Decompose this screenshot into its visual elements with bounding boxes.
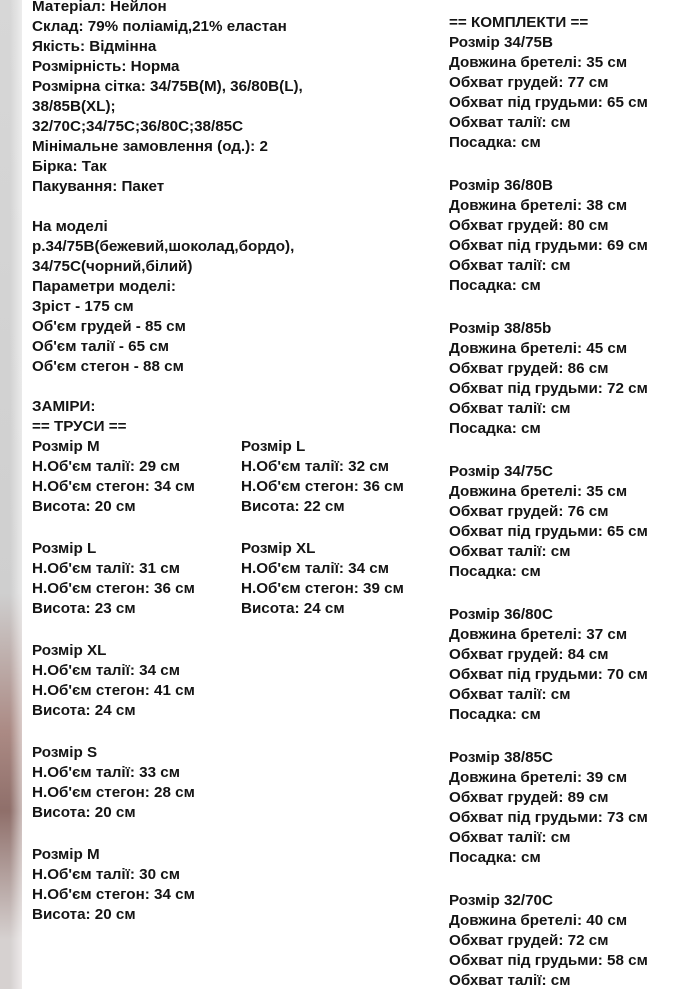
size-label: Розмір 38/85C (449, 749, 553, 766)
height-value: Висота: 20 см (32, 498, 136, 515)
height-value: Висота: 23 см (32, 600, 136, 617)
waist-value: Н.Об'єм талії: 34 см (241, 560, 389, 577)
size-label: Розмір XL (32, 642, 107, 659)
hips-value: Н.Об'єм стегон: 39 см (241, 580, 404, 597)
strap-length: Довжина бретелі: 35 см (449, 54, 628, 71)
model-waist: Об'єм талії - 65 см (32, 338, 169, 355)
waist-girth: Обхват талії: см (449, 972, 571, 989)
model-height: Зріст - 175 см (32, 298, 134, 315)
strap-length: Довжина бретелі: 45 см (449, 340, 628, 357)
bust-girth: Обхват грудей: 89 см (449, 789, 609, 806)
waist-girth: Обхват талії: см (449, 829, 571, 846)
hips-value: Н.Об'єм стегон: 28 см (32, 784, 195, 801)
size-grid-line-3: 32/70C;34/75C;36/80C;38/85C (32, 118, 244, 135)
underbust-girth: Обхват під грудьми: 65 см (449, 94, 648, 111)
waist-girth: Обхват талії: см (449, 114, 571, 131)
waist-value: Н.Об'єм талії: 29 см (32, 458, 180, 475)
briefs-size-block (32, 845, 437, 925)
height-value: Висота: 24 см (32, 702, 136, 719)
hips-value: Н.Об'єм стегон: 41 см (32, 682, 195, 699)
model-bust: Об'єм грудей - 85 см (32, 318, 186, 335)
size-label: Розмір L (32, 540, 97, 557)
briefs-size-block (32, 743, 437, 823)
model-size-line-2: 34/75C(чорний,білий) (32, 258, 193, 275)
sets-column (449, 13, 694, 991)
bust-girth: Обхват грудей: 72 см (449, 932, 609, 949)
size-grid-line-2: 38/85B(XL); (32, 98, 116, 115)
spacer (32, 197, 437, 217)
material-line: Матеріал: Нейлон (32, 0, 167, 15)
fit-value: Посадка: см (449, 706, 541, 723)
bust-girth: Обхват грудей: 86 см (449, 360, 609, 377)
model-hips: Об'єм стегон - 88 см (32, 358, 184, 375)
bust-girth: Обхват грудей: 80 см (449, 217, 609, 234)
size-label: Розмір S (32, 744, 98, 761)
model-size-line-1: р.34/75B(бежевий,шоколад,бордо), (32, 238, 295, 255)
hips-value: Н.Об'єм стегон: 36 см (241, 478, 404, 495)
min-order-line: Мінімальне замовлення (од.): 2 (32, 138, 268, 155)
fit-value: Посадка: см (449, 277, 541, 294)
set-size-block (449, 319, 694, 439)
packaging-line: Пакування: Пакет (32, 178, 165, 195)
waist-girth: Обхват талії: см (449, 543, 571, 560)
set-size-block (449, 462, 694, 582)
quality-line: Якість: Відмінна (32, 38, 157, 55)
size-label: Розмір 34/75B (449, 34, 553, 51)
height-value: Висота: 24 см (241, 600, 345, 617)
hips-value: Н.Об'єм стегон: 36 см (32, 580, 195, 597)
bust-girth: Обхват грудей: 84 см (449, 646, 609, 663)
underbust-girth: Обхват під грудьми: 65 см (449, 523, 648, 540)
height-value: Висота: 22 см (241, 498, 345, 515)
model-info (32, 217, 437, 377)
fit-value: Посадка: см (449, 849, 541, 866)
strap-length: Довжина бретелі: 35 см (449, 483, 628, 500)
set-size-block (449, 33, 694, 153)
size-label: Розмір 34/75C (449, 463, 553, 480)
size-label: Розмір M (32, 846, 100, 863)
waist-value: Н.Об'єм талії: 34 см (32, 662, 180, 679)
strap-length: Довжина бретелі: 40 см (449, 912, 628, 929)
strap-length: Довжина бретелі: 39 см (449, 769, 628, 786)
hips-value: Н.Об'єм стегон: 34 см (32, 478, 195, 495)
briefs-title: == ТРУСИ == (32, 418, 127, 435)
briefs-second-column (241, 437, 441, 619)
size-label: Розмір 32/70C (449, 892, 553, 909)
photo-edge-fade (10, 0, 32, 989)
model-heading: На моделі (32, 218, 108, 235)
fit-value: Посадка: см (449, 563, 541, 580)
composition-line: Склад: 79% поліамід,21% еластан (32, 18, 287, 35)
fit-value: Посадка: см (449, 420, 541, 437)
waist-value: Н.Об'єм талії: 32 см (241, 458, 389, 475)
size-label: Розмір L (241, 438, 306, 455)
sets-title: == КОМПЛЕКТИ == (449, 14, 589, 31)
size-label: Розмір XL (241, 540, 316, 557)
briefs-size-block (32, 641, 437, 721)
model-params-heading: Параметри моделі: (32, 278, 176, 295)
waist-girth: Обхват талії: см (449, 257, 571, 274)
tag-line: Бірка: Так (32, 158, 107, 175)
hips-value: Н.Об'єм стегон: 34 см (32, 886, 195, 903)
size-grid-line-1: Розмірна сітка: 34/75B(M), 36/80B(L), (32, 78, 303, 95)
product-attributes (32, 0, 437, 197)
underbust-girth: Обхват під грудьми: 72 см (449, 380, 648, 397)
bust-girth: Обхват грудей: 77 см (449, 74, 609, 91)
strap-length: Довжина бретелі: 38 см (449, 197, 628, 214)
set-size-block (449, 605, 694, 725)
bust-girth: Обхват грудей: 76 см (449, 503, 609, 520)
briefs-size-block (241, 437, 441, 517)
size-label: Розмір M (32, 438, 100, 455)
waist-value: Н.Об'єм талії: 31 см (32, 560, 180, 577)
underbust-girth: Обхват під грудьми: 69 см (449, 237, 648, 254)
size-label: Розмір 36/80C (449, 606, 553, 623)
set-size-block (449, 748, 694, 868)
underbust-girth: Обхват під грудьми: 73 см (449, 809, 648, 826)
set-size-block (449, 176, 694, 296)
sizing-line: Розмірність: Норма (32, 58, 180, 75)
waist-value: Н.Об'єм талії: 33 см (32, 764, 180, 781)
spacer (32, 377, 437, 397)
size-label: Розмір 38/85b (449, 320, 552, 337)
briefs-size-block (241, 539, 441, 619)
waist-value: Н.Об'єм талії: 30 см (32, 866, 180, 883)
fit-value: Посадка: см (449, 134, 541, 151)
set-size-block (449, 891, 694, 991)
waist-girth: Обхват талії: см (449, 686, 571, 703)
measurements-title: ЗАМІРИ: (32, 398, 96, 415)
underbust-girth: Обхват під грудьми: 58 см (449, 952, 648, 969)
waist-girth: Обхват талії: см (449, 400, 571, 417)
strap-length: Довжина бретелі: 37 см (449, 626, 628, 643)
size-label: Розмір 36/80B (449, 177, 553, 194)
underbust-girth: Обхват під грудьми: 70 см (449, 666, 648, 683)
height-value: Висота: 20 см (32, 804, 136, 821)
height-value: Висота: 20 см (32, 906, 136, 923)
